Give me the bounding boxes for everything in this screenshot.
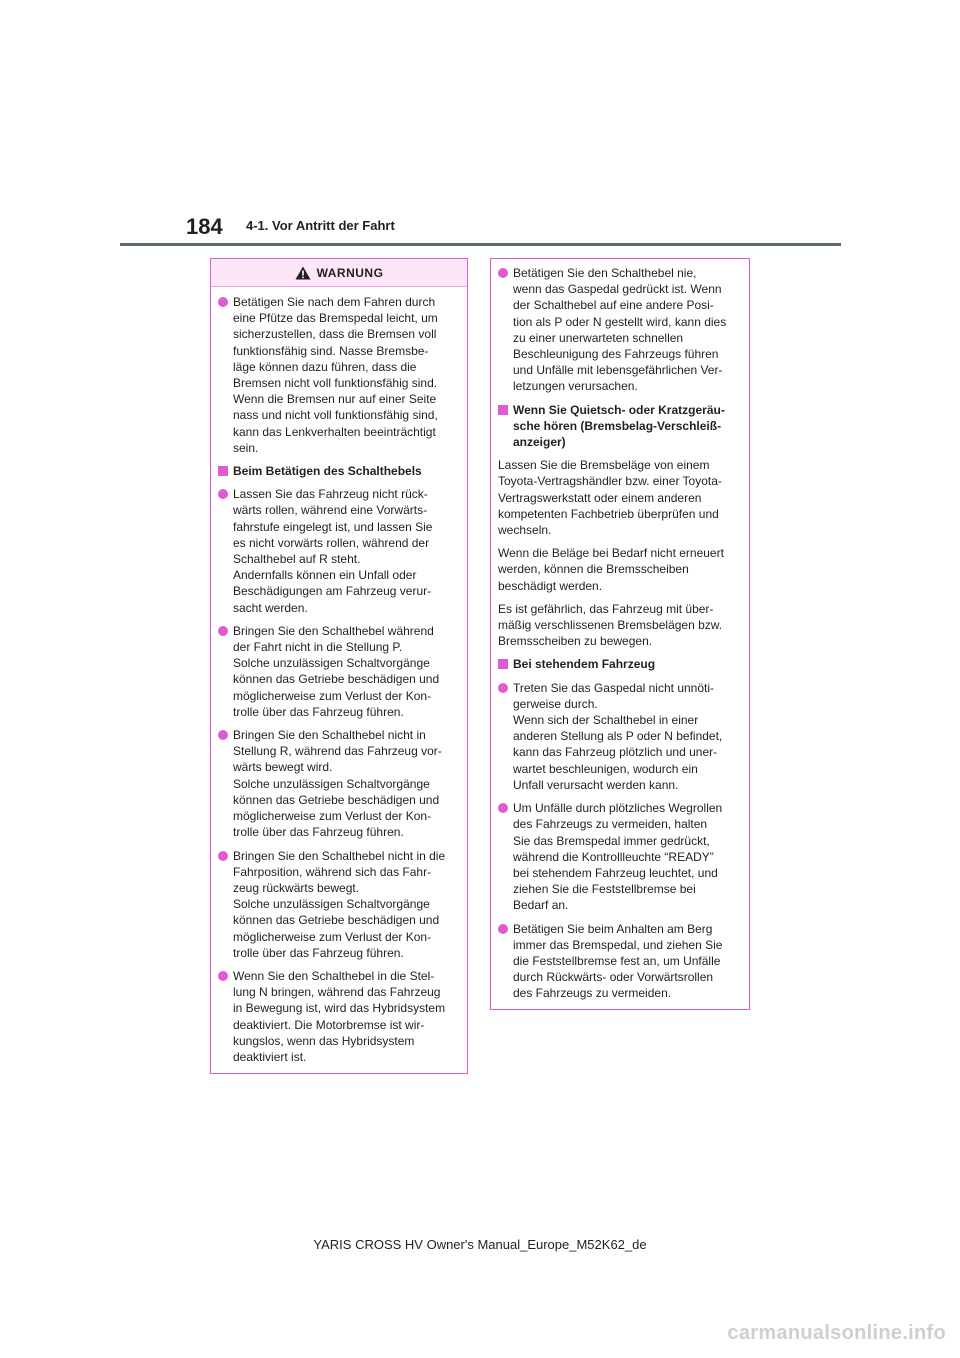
bullet-dot-icon bbox=[498, 924, 508, 934]
bullet-square-icon bbox=[218, 466, 228, 476]
warning-box-continued bbox=[490, 258, 750, 1010]
item-text: Betätigen Sie den Schalthebel nie, wenn das Gaspedal gedrückt ist. Wenn der Schalthebel auf eine andere Posi- tion als P oder N gestellt wird, kann dies zu einer unerwarteten schnellen Beschleunigung des Fahrzeugs führen und Unfälle mit lebensgefährlichen Ver- letzungen verursachen. bbox=[513, 266, 727, 394]
bullet-dot-icon bbox=[218, 851, 228, 861]
section-title: 4-1. Vor Antritt der Fahrt bbox=[246, 218, 395, 233]
paragraph: Es ist gefährlich, das Fahrzeug mit über- mäßig verschlissenen Bremsbelägen bzw. Bremsscheiben zu bewegen. bbox=[498, 601, 723, 649]
item-text: Betätigen Sie beim Anhalten am Berg immer das Bremspedal, und ziehen Sie die Feststellbremse fest an, um Unfälle durch Rückwärts- oder Vorwärtsrollen des Fahrzeugs zu vermeiden. bbox=[513, 921, 723, 1001]
item-text: Treten Sie das Gaspedal nicht unnöti- gerweise durch. Wenn sich der Schalthebel in einer anderen Stellung als P oder N befindet, kann das Fahrzeug plötzlich und uner- wartet beschleunigen, wodurch ein Unfall verursacht werden kann. bbox=[513, 680, 723, 792]
bullet-square-icon bbox=[498, 405, 508, 415]
list-item bbox=[498, 800, 739, 913]
bullet-dot-icon bbox=[498, 268, 508, 278]
watermark: carmanualsonline.info bbox=[727, 1322, 946, 1344]
bullet-dot-icon bbox=[218, 730, 228, 740]
subheading bbox=[498, 402, 739, 451]
bullet-dot-icon bbox=[498, 803, 508, 813]
list-item bbox=[218, 294, 457, 456]
header-rule bbox=[120, 243, 841, 246]
item-text: Bringen Sie den Schalthebel während der Fahrt nicht in die Stellung P. Solche unzulässigen Schaltvorgänge können das Getriebe beschädigen und möglicherweise zum Verlust der Kon- trolle über das Fahrzeug führen. bbox=[233, 623, 440, 719]
bullet-square-icon bbox=[498, 659, 508, 669]
bullet-dot-icon bbox=[218, 971, 228, 981]
item-text: Bringen Sie den Schalthebel nicht in die Fahrposition, während sich das Fahr- zeug rückwärts bewegt. Solche unzulässigen Schaltvorgänge können das Getriebe beschädigen und möglicherweise zum Verlust der Kon- trolle über das Fahrzeug führen. bbox=[233, 848, 446, 960]
list-item bbox=[218, 968, 457, 1065]
paragraph: Wenn die Beläge bei Bedarf nicht erneuert werden, können die Bremsscheiben beschädigt werden. bbox=[498, 546, 724, 593]
subheading-text: Bei stehendem Fahrzeug bbox=[513, 657, 656, 672]
item-text: Betätigen Sie nach dem Fahren durch eine Pfütze das Bremspedal leicht, um sicherzustellen, dass die Bremsen voll funktionsfähig sind. Nasse Bremsbe- läge können dazu führen, dass die Bremsen nicht voll funktionsfähig sind. Wenn die Bremsen nur auf einer Seite nass und nicht voll funktionsfähig sind, kann das Lenkverhalten beeinträchtigt sein. bbox=[233, 295, 438, 455]
warning-triangle-icon bbox=[295, 266, 311, 280]
paragraph: Lassen Sie die Bremsbeläge von einem Toyota-Vertragshändler bzw. einer Toyota- Vertragswerkstatt oder einem anderen kompetenten Fachbetrieb überprüfen und wechseln. bbox=[498, 458, 722, 538]
item-text: Um Unfälle durch plötzliches Wegrollen des Fahrzeugs zu vermeiden, halten Sie das Bremspedal immer gedrückt, während die Kontrollleuchte “READY” bei stehendem Fahrzeug leuchtet, und ziehen Sie die Feststellbremse bei Bedarf an. bbox=[513, 801, 723, 913]
subheading-text: Wenn Sie Quietsch- oder Kratzgeräu- sche hören (Bremsbelag-Verschleiß- anzeiger) bbox=[513, 402, 725, 450]
bullet-dot-icon bbox=[498, 683, 508, 693]
list-item bbox=[498, 265, 739, 395]
subheading bbox=[218, 463, 457, 479]
list-item bbox=[218, 486, 457, 616]
warning-body bbox=[211, 287, 467, 1065]
list-item bbox=[218, 848, 457, 961]
page-number: 184 bbox=[186, 214, 223, 239]
subheading-text: Beim Betätigen des Schalthebels bbox=[233, 464, 422, 479]
list-item bbox=[498, 921, 739, 1002]
list-item bbox=[498, 680, 739, 793]
footer-manual-id: YARIS CROSS HV Owner's Manual_Europe_M52K62_de bbox=[313, 1237, 647, 1252]
item-text: Lassen Sie das Fahrzeug nicht rück- wärts rollen, während eine Vorwärts- fahrstufe eingelegt ist, und lassen Sie es nicht vorwärts rollen, während der Schalthebel auf R steht. Andernfalls können ein Unfall oder Beschädigungen am Fahrzeug verur- sacht werden. bbox=[233, 487, 433, 615]
warning-body-continued bbox=[491, 259, 749, 1002]
subheading bbox=[498, 656, 739, 672]
warning-box bbox=[210, 258, 468, 1074]
item-text: Bringen Sie den Schalthebel nicht in Stellung R, während das Fahrzeug vor- wärts bewegt wird. Solche unzulässigen Schaltvorgänge können das Getriebe beschädigen und möglicherweise zum Verlust der Kon- trolle über das Fahrzeug führen. bbox=[233, 728, 442, 840]
warning-title: WARNUNG bbox=[316, 265, 384, 280]
list-item bbox=[218, 623, 457, 720]
list-item bbox=[218, 727, 457, 840]
bullet-dot-icon bbox=[218, 297, 228, 307]
warning-header bbox=[211, 259, 467, 287]
bullet-dot-icon bbox=[218, 489, 228, 499]
bullet-dot-icon bbox=[218, 626, 228, 636]
item-text: Wenn Sie den Schalthebel in die Stel- lung N bringen, während das Fahrzeug in Bewegung ist, wird das Hybridsystem deaktiviert. Die Motorbremse ist wir- kungslos, wenn das Hybridsystem deaktiviert ist. bbox=[233, 968, 446, 1064]
